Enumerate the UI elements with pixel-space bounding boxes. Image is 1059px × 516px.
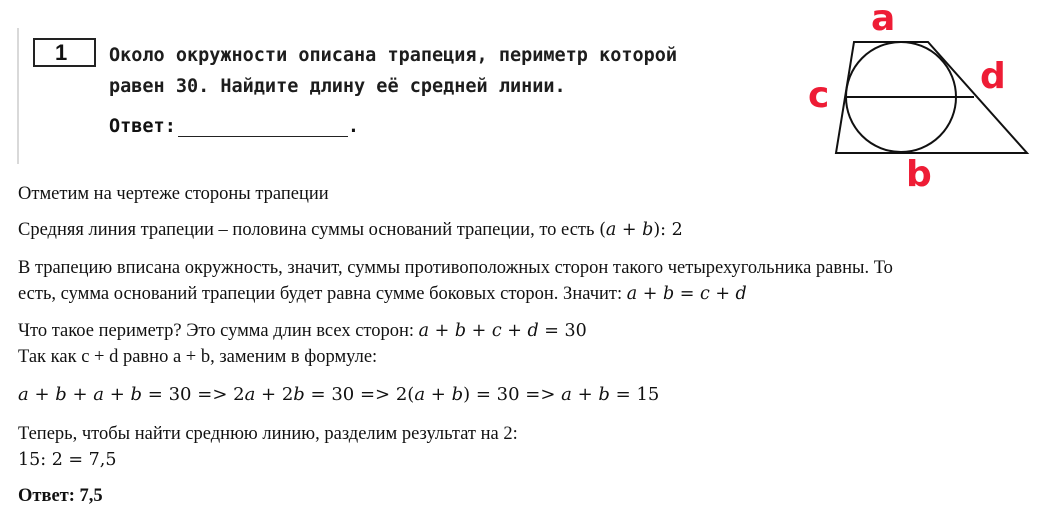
solution-p3-math: 𝑎 + 𝑏 = 𝑐 + 𝑑 bbox=[626, 284, 747, 304]
trapezoid-figure bbox=[800, 0, 1050, 200]
solution-p2-math: (𝑎 + 𝑏): 2 bbox=[599, 220, 683, 240]
solution-p4-math: 𝑎 + 𝑏 + 𝑐 + 𝑑 = 30 bbox=[418, 321, 587, 341]
solution-p3-line2-text: есть, сумма оснований трапеции будет равна сумме боковых сторон. Значит: bbox=[18, 284, 623, 304]
label-d: d bbox=[980, 56, 1006, 97]
answer-blank bbox=[178, 118, 348, 137]
solution-p3-line1: В трапецию вписана окружность, значит, суммы противоположных сторон такого четырехугольника равны. То bbox=[18, 258, 893, 278]
problem-number: 1 bbox=[55, 40, 68, 65]
solution-p4 bbox=[18, 318, 1048, 344]
label-c: c bbox=[808, 75, 830, 116]
solution-p5: Так как c + d равно a + b, заменим в формуле: bbox=[18, 347, 378, 367]
problem-text bbox=[109, 40, 779, 102]
answer-dot: . bbox=[347, 116, 359, 137]
solution-p3 bbox=[18, 255, 1048, 307]
solution-p2-text: Средняя линия трапеции – половина суммы оснований трапеции, то есть bbox=[18, 220, 595, 240]
answer-row bbox=[109, 116, 359, 137]
solution-p3-line2 bbox=[18, 281, 1048, 307]
left-rule bbox=[17, 28, 19, 164]
solution-p2 bbox=[18, 217, 1048, 243]
problem-text-line1: Около окружности описана трапеция, периметр которой bbox=[109, 45, 678, 66]
solution-p6-math: 𝑎 + 𝑏 + 𝑎 + 𝑏 = 30 => 2𝑎 + 2𝑏 = 30 => 2(𝑎 + 𝑏) = 30 => 𝑎 + 𝑏 = 15 bbox=[18, 384, 660, 405]
solution-p7: Теперь, чтобы найти среднюю линию, разделим результат на 2: bbox=[18, 424, 518, 444]
problem-card bbox=[17, 28, 787, 166]
final-answer: Ответ: 7,5 bbox=[18, 486, 103, 506]
solution-p1: Отметим на чертеже стороны трапеции bbox=[18, 184, 329, 204]
solution-p4-text: Что такое периметр? Это сумма длин всех сторон: bbox=[18, 321, 415, 341]
label-b: b bbox=[906, 154, 932, 195]
problem-text-line2: равен 30. Найдите длину её средней линии. bbox=[109, 76, 566, 97]
solution-p8-math: 15: 2 = 7,5 bbox=[18, 450, 117, 470]
label-a: a bbox=[871, 0, 896, 39]
answer-label: Ответ: bbox=[109, 116, 176, 137]
